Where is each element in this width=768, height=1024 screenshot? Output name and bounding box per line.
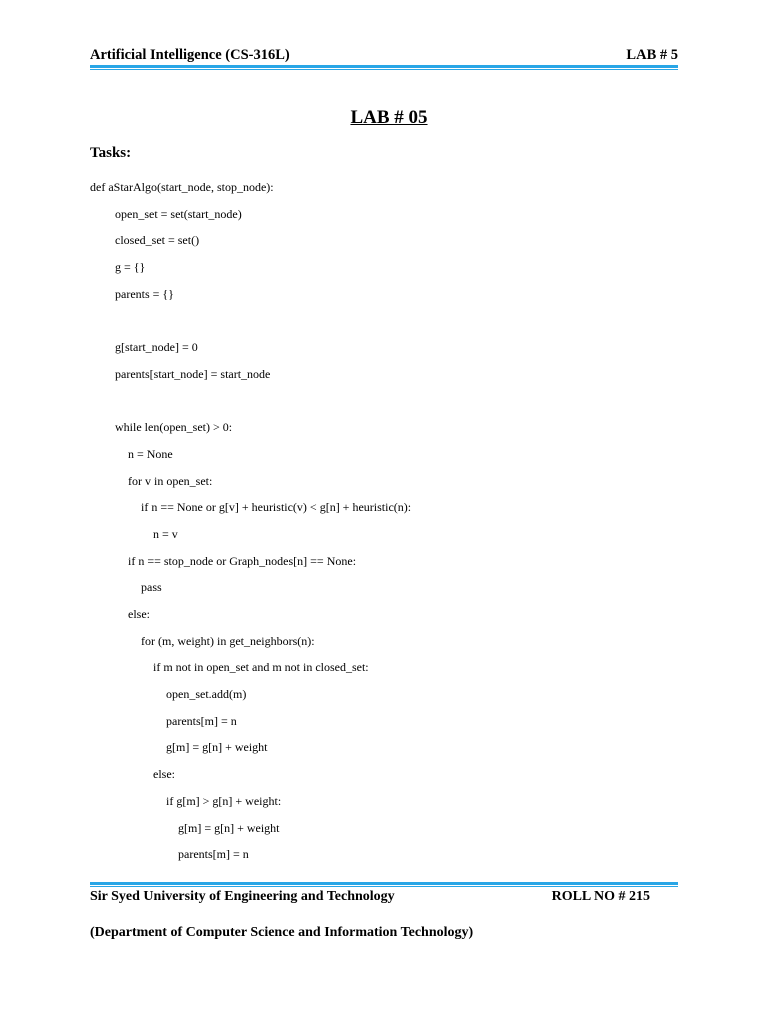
code-line: open_set = set(start_node) bbox=[115, 206, 242, 221]
code-line: pass bbox=[141, 580, 162, 595]
code-line: def aStarAlgo(start_node, stop_node): bbox=[90, 180, 274, 194]
page-header bbox=[90, 47, 678, 64]
department-name: (Department of Computer Science and Information Technology) bbox=[90, 925, 474, 940]
code-line: parents = {} bbox=[115, 286, 174, 301]
code-line: closed_set = set() bbox=[115, 233, 200, 248]
code-line: if n == None or g[v] + heuristic(v) < g[n] + heuristic(n): bbox=[141, 500, 412, 515]
code-line: g[start_node] = 0 bbox=[115, 340, 198, 355]
code-line: while len(open_set) > 0: bbox=[115, 420, 233, 435]
course-title: Artificial Intelligence (CS-316L) bbox=[90, 47, 290, 63]
code-line: if g[m] > g[n] + weight: bbox=[166, 793, 282, 808]
header-rule bbox=[90, 65, 678, 70]
code-line: g = {} bbox=[115, 260, 146, 275]
code-line: n = None bbox=[128, 446, 173, 461]
code-line: for v in open_set: bbox=[128, 473, 213, 488]
code-line: n = v bbox=[153, 526, 178, 541]
code-line bbox=[90, 307, 411, 334]
code-line: if m not in open_set and m not in closed_set: bbox=[153, 660, 369, 675]
university-name: Sir Syed University of Engineering and Technology bbox=[90, 889, 395, 904]
code-line: else: bbox=[153, 767, 175, 782]
code-line: g[m] = g[n] + weight bbox=[166, 740, 268, 755]
code-line: if n == stop_node or Graph_nodes[n] == None: bbox=[128, 553, 357, 568]
code-block bbox=[90, 174, 411, 868]
roll-number: ROLL NO # 215 bbox=[551, 889, 650, 904]
code-line: parents[m] = n bbox=[178, 847, 249, 862]
code-line: g[m] = g[n] + weight bbox=[178, 820, 280, 835]
code-line: open_set.add(m) bbox=[166, 687, 247, 702]
code-line bbox=[90, 388, 411, 415]
code-line: parents[start_node] = start_node bbox=[115, 366, 271, 381]
code-line: for (m, weight) in get_neighbors(n): bbox=[141, 633, 315, 648]
code-line: parents[m] = n bbox=[166, 713, 237, 728]
lab-number: LAB # 5 bbox=[626, 47, 678, 63]
code-line: else: bbox=[128, 607, 150, 621]
footer-rule bbox=[90, 882, 678, 887]
footer-line bbox=[90, 889, 650, 905]
lab-title: LAB # 05 bbox=[350, 107, 428, 128]
tasks-heading: Tasks: bbox=[90, 145, 132, 161]
